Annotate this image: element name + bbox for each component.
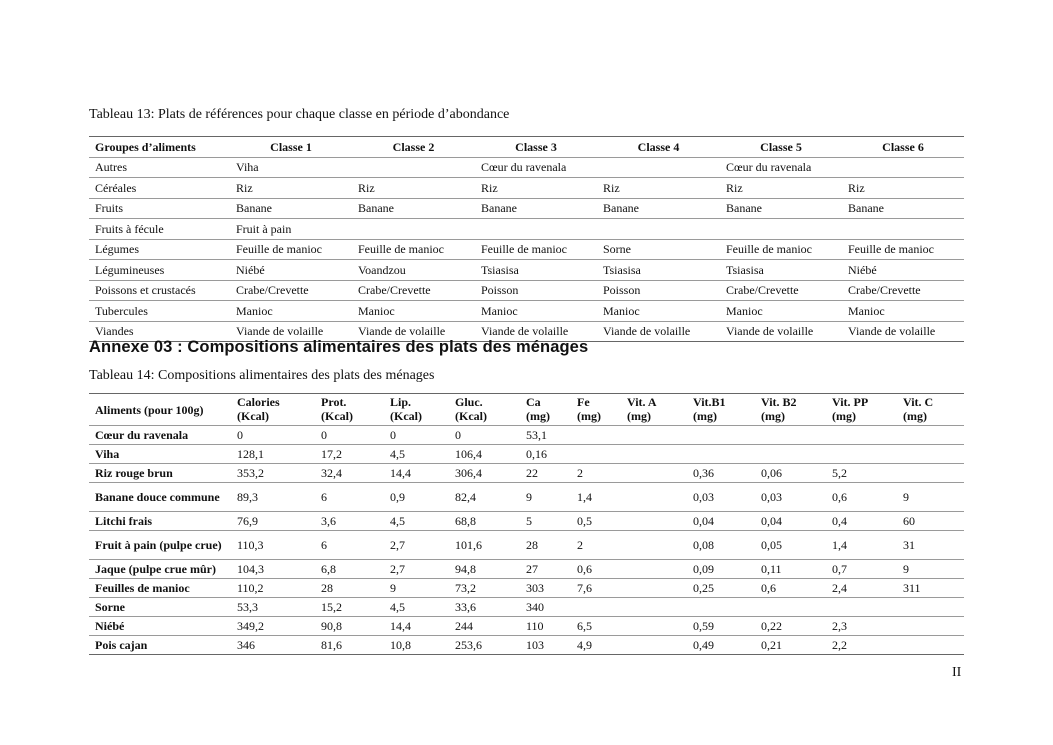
dish-cell — [842, 219, 964, 240]
food-group-cell: Fruits — [89, 198, 230, 219]
nutrient-value-cell: 110 — [520, 617, 571, 636]
dish-cell: Niébé — [230, 260, 352, 281]
nutrient-value-cell: 0,7 — [826, 560, 897, 579]
nutrient-value-cell: 10,8 — [384, 636, 449, 655]
nutrient-value-cell: 0,08 — [687, 531, 755, 560]
nutrient-value-cell: 14,4 — [384, 617, 449, 636]
nutrient-value-cell: 128,1 — [231, 445, 315, 464]
dish-cell: Feuille de manioc — [720, 239, 842, 260]
food-group-cell: Tubercules — [89, 301, 230, 322]
dish-cell: Viande de volaille — [842, 321, 964, 342]
nutrient-value-cell: 1,4 — [826, 531, 897, 560]
table13-caption: Tableau 13: Plats de références pour chaque classe en période d’abondance — [89, 107, 510, 122]
table13-column-header: Groupes d’aliments — [89, 137, 230, 158]
dish-cell: Viande de volaille — [230, 321, 352, 342]
food-name-cell: Viha — [89, 445, 231, 464]
nutrient-value-cell: 5 — [520, 512, 571, 531]
header-unit: (mg) — [693, 409, 717, 423]
dish-cell: Manioc — [597, 301, 720, 322]
header-unit: (mg) — [832, 409, 856, 423]
header-unit: (Kcal) — [321, 409, 353, 423]
nutrient-value-cell: 0,06 — [755, 464, 826, 483]
table-row — [89, 198, 964, 219]
dish-cell: Poisson — [597, 280, 720, 301]
nutrient-value-cell: 2 — [571, 531, 621, 560]
food-name-cell: Cœur du ravenala — [89, 426, 231, 445]
nutrient-value-cell: 90,8 — [315, 617, 384, 636]
table14-column-header — [571, 394, 621, 426]
nutrient-value-cell: 244 — [449, 617, 520, 636]
dish-cell: Banane — [842, 198, 964, 219]
dish-cell: Banane — [597, 198, 720, 219]
table-row — [89, 260, 964, 281]
dish-cell: Fruit à pain — [230, 219, 352, 240]
nutrient-value-cell: 253,6 — [449, 636, 520, 655]
header-unit: (mg) — [903, 409, 927, 423]
header-unit: (mg) — [761, 409, 785, 423]
nutrient-value-cell: 2 — [571, 464, 621, 483]
nutrient-value-cell: 2,2 — [826, 636, 897, 655]
table14-column-header — [826, 394, 897, 426]
nutrient-value-cell: 9 — [897, 560, 964, 579]
dish-cell: Manioc — [842, 301, 964, 322]
dish-cell: Feuille de manioc — [475, 239, 597, 260]
nutrient-value-cell: 110,2 — [231, 579, 315, 598]
nutrient-value-cell: 340 — [520, 598, 571, 617]
nutrient-value-cell — [687, 445, 755, 464]
nutrient-value-cell: 17,2 — [315, 445, 384, 464]
table-row — [89, 445, 964, 464]
annex-heading: Annexe 03 : Compositions alimentaires des plats des ménages — [89, 338, 589, 356]
header-unit: (Kcal) — [455, 409, 487, 423]
dish-cell: Riz — [230, 178, 352, 199]
nutrient-value-cell — [621, 445, 687, 464]
nutrient-value-cell: 9 — [520, 483, 571, 512]
nutrient-value-cell: 6 — [315, 531, 384, 560]
nutrient-value-cell — [897, 617, 964, 636]
dish-cell: Riz — [352, 178, 475, 199]
dish-cell: Manioc — [230, 301, 352, 322]
table14-column-header — [520, 394, 571, 426]
nutrient-value-cell: 0,05 — [755, 531, 826, 560]
header-label: Calories — [237, 395, 280, 409]
dish-cell: Tsiasisa — [597, 260, 720, 281]
table14-column-header — [755, 394, 826, 426]
table13-column-header: Classe 1 — [230, 137, 352, 158]
nutrient-value-cell: 0,6 — [826, 483, 897, 512]
dish-cell: Sorne — [597, 239, 720, 260]
table-row — [89, 560, 964, 579]
nutrient-value-cell: 0 — [315, 426, 384, 445]
nutrient-value-cell: 311 — [897, 579, 964, 598]
nutrient-value-cell — [897, 598, 964, 617]
food-name-cell: Riz rouge brun — [89, 464, 231, 483]
dish-cell: Riz — [842, 178, 964, 199]
nutrient-value-cell: 9 — [897, 483, 964, 512]
dish-cell — [352, 219, 475, 240]
dish-cell: Poisson — [475, 280, 597, 301]
nutrient-value-cell: 0,9 — [384, 483, 449, 512]
header-unit: (mg) — [526, 409, 550, 423]
nutrient-value-cell — [621, 598, 687, 617]
nutrient-value-cell: 6,8 — [315, 560, 384, 579]
nutrient-value-cell — [826, 426, 897, 445]
nutrient-value-cell: 14,4 — [384, 464, 449, 483]
nutrient-value-cell: 2,7 — [384, 531, 449, 560]
nutrient-value-cell — [621, 636, 687, 655]
nutrient-value-cell: 9 — [384, 579, 449, 598]
dish-cell — [475, 219, 597, 240]
header-label: Prot. — [321, 395, 347, 409]
table-row — [89, 157, 964, 178]
nutrient-value-cell — [621, 464, 687, 483]
header-label: Vit.B1 — [693, 395, 726, 409]
nutrient-value-cell: 4,9 — [571, 636, 621, 655]
dish-cell — [842, 157, 964, 178]
nutrient-value-cell — [826, 445, 897, 464]
nutrient-value-cell: 22 — [520, 464, 571, 483]
nutrient-value-cell: 94,8 — [449, 560, 520, 579]
header-label: Vit. PP — [832, 395, 869, 409]
dish-cell: Riz — [720, 178, 842, 199]
header-label: Vit. B2 — [761, 395, 797, 409]
nutrient-value-cell: 33,6 — [449, 598, 520, 617]
food-name-cell: Litchi frais — [89, 512, 231, 531]
nutrient-value-cell: 0 — [449, 426, 520, 445]
nutrient-value-cell: 0,03 — [687, 483, 755, 512]
dish-cell: Manioc — [352, 301, 475, 322]
food-group-cell: Fruits à fécule — [89, 219, 230, 240]
dish-cell: Tsiasisa — [720, 260, 842, 281]
food-group-cell: Légumineuses — [89, 260, 230, 281]
table-row — [89, 531, 964, 560]
nutrient-value-cell: 346 — [231, 636, 315, 655]
dish-cell: Feuille de manioc — [842, 239, 964, 260]
nutrient-value-cell — [897, 636, 964, 655]
food-group-cell: Autres — [89, 157, 230, 178]
nutrient-value-cell: 303 — [520, 579, 571, 598]
header-label: Ca — [526, 395, 541, 409]
food-name-cell: Fruit à pain (pulpe crue) — [89, 531, 231, 560]
table-row — [89, 301, 964, 322]
food-name-cell: Pois cajan — [89, 636, 231, 655]
table-row — [89, 598, 964, 617]
nutrient-value-cell: 0,04 — [687, 512, 755, 531]
nutrient-value-cell: 106,4 — [449, 445, 520, 464]
table-row — [89, 512, 964, 531]
table-row — [89, 280, 964, 301]
header-label: Vit. A — [627, 395, 657, 409]
nutrient-value-cell: 6,5 — [571, 617, 621, 636]
dish-cell: Viande de volaille — [352, 321, 475, 342]
dish-cell — [720, 219, 842, 240]
nutrient-value-cell: 0 — [384, 426, 449, 445]
nutrient-value-cell: 4,5 — [384, 598, 449, 617]
nutrient-value-cell: 2,4 — [826, 579, 897, 598]
table14-column-header — [897, 394, 964, 426]
table14-column-header — [449, 394, 520, 426]
nutrient-value-cell: 0,36 — [687, 464, 755, 483]
nutrient-value-cell — [621, 531, 687, 560]
nutrient-value-cell — [897, 445, 964, 464]
nutrient-value-cell — [621, 579, 687, 598]
table-row — [89, 579, 964, 598]
dish-cell — [352, 157, 475, 178]
table-row — [89, 483, 964, 512]
nutrient-value-cell — [621, 617, 687, 636]
header-unit: (mg) — [627, 409, 651, 423]
header-unit: (Kcal) — [390, 409, 422, 423]
nutrient-value-cell: 28 — [315, 579, 384, 598]
food-name-cell: Feuilles de manioc — [89, 579, 231, 598]
dish-cell: Viha — [230, 157, 352, 178]
dish-cell: Banane — [475, 198, 597, 219]
food-name-cell: Niébé — [89, 617, 231, 636]
nutrient-value-cell — [571, 426, 621, 445]
nutrient-value-cell: 15,2 — [315, 598, 384, 617]
food-group-cell: Céréales — [89, 178, 230, 199]
nutrient-value-cell: 0,4 — [826, 512, 897, 531]
nutrient-value-cell: 2,3 — [826, 617, 897, 636]
nutrient-value-cell: 353,2 — [231, 464, 315, 483]
nutrient-value-cell — [621, 512, 687, 531]
table-row — [89, 178, 964, 199]
nutrient-value-cell: 32,4 — [315, 464, 384, 483]
nutrient-value-cell: 103 — [520, 636, 571, 655]
food-group-cell: Légumes — [89, 239, 230, 260]
dish-cell: Tsiasisa — [475, 260, 597, 281]
nutrient-value-cell: 1,4 — [571, 483, 621, 512]
table-row — [89, 464, 964, 483]
nutrient-value-cell: 110,3 — [231, 531, 315, 560]
dish-cell: Banane — [720, 198, 842, 219]
nutrient-value-cell: 31 — [897, 531, 964, 560]
dish-cell: Crabe/Crevette — [352, 280, 475, 301]
table13-column-header: Classe 6 — [842, 137, 964, 158]
nutrient-value-cell: 349,2 — [231, 617, 315, 636]
food-name-cell: Banane douce commune — [89, 483, 231, 512]
nutrient-value-cell — [755, 598, 826, 617]
nutrient-value-cell: 0,09 — [687, 560, 755, 579]
nutrient-value-cell: 82,4 — [449, 483, 520, 512]
dish-cell: Riz — [475, 178, 597, 199]
nutrient-value-cell — [621, 483, 687, 512]
dish-cell: Viande de volaille — [475, 321, 597, 342]
nutrient-value-cell: 89,3 — [231, 483, 315, 512]
table14-column-header — [89, 394, 231, 426]
table14-column-header — [687, 394, 755, 426]
header-unit: (mg) — [577, 409, 601, 423]
dish-cell: Cœur du ravenala — [475, 157, 597, 178]
table14-column-header — [315, 394, 384, 426]
nutrient-value-cell: 0,25 — [687, 579, 755, 598]
dish-cell — [597, 219, 720, 240]
nutrient-value-cell — [826, 598, 897, 617]
nutrient-value-cell: 73,2 — [449, 579, 520, 598]
dish-cell: Manioc — [475, 301, 597, 322]
nutrient-value-cell: 0,16 — [520, 445, 571, 464]
dish-cell: Feuille de manioc — [230, 239, 352, 260]
nutrient-value-cell: 104,3 — [231, 560, 315, 579]
nutrient-value-cell: 81,6 — [315, 636, 384, 655]
nutrient-value-cell — [621, 426, 687, 445]
nutrient-value-cell: 0,49 — [687, 636, 755, 655]
table13-column-header: Classe 2 — [352, 137, 475, 158]
dish-cell: Banane — [352, 198, 475, 219]
dish-cell: Viande de volaille — [597, 321, 720, 342]
nutrient-value-cell: 27 — [520, 560, 571, 579]
nutrient-value-cell: 306,4 — [449, 464, 520, 483]
table14-column-header — [621, 394, 687, 426]
nutrient-value-cell: 0 — [231, 426, 315, 445]
nutrient-value-cell: 0,04 — [755, 512, 826, 531]
dish-cell: Voandzou — [352, 260, 475, 281]
nutrient-value-cell: 76,9 — [231, 512, 315, 531]
dish-cell: Crabe/Crevette — [720, 280, 842, 301]
nutrient-value-cell: 5,2 — [826, 464, 897, 483]
header-unit: (Kcal) — [237, 409, 269, 423]
nutrient-value-cell — [897, 464, 964, 483]
dish-cell: Manioc — [720, 301, 842, 322]
table14-caption: Tableau 14: Compositions alimentaires des plats des ménages — [89, 368, 435, 383]
nutrient-value-cell — [897, 426, 964, 445]
table13-column-header: Classe 5 — [720, 137, 842, 158]
nutrient-value-cell: 2,7 — [384, 560, 449, 579]
table-row — [89, 636, 964, 655]
dish-cell: Viande de volaille — [720, 321, 842, 342]
food-group-cell: Viandes — [89, 321, 230, 342]
nutrient-value-cell: 0,11 — [755, 560, 826, 579]
nutrient-value-cell: 0,21 — [755, 636, 826, 655]
nutrient-value-cell: 0,03 — [755, 483, 826, 512]
table13-header-row — [89, 137, 964, 158]
food-name-cell: Sorne — [89, 598, 231, 617]
nutrient-value-cell: 0,59 — [687, 617, 755, 636]
nutrient-value-cell: 7,6 — [571, 579, 621, 598]
table14-header-row — [89, 394, 964, 426]
header-label: Gluc. — [455, 395, 483, 409]
table14-column-header — [384, 394, 449, 426]
header-label: Fe — [577, 395, 590, 409]
food-composition-table — [89, 393, 964, 655]
dish-cell: Niébé — [842, 260, 964, 281]
nutrient-value-cell: 0,5 — [571, 512, 621, 531]
nutrient-value-cell — [687, 598, 755, 617]
nutrient-value-cell: 101,6 — [449, 531, 520, 560]
nutrient-value-cell: 28 — [520, 531, 571, 560]
dish-cell: Banane — [230, 198, 352, 219]
food-group-cell: Poissons et crustacés — [89, 280, 230, 301]
nutrient-value-cell: 0,6 — [571, 560, 621, 579]
nutrient-value-cell: 3,6 — [315, 512, 384, 531]
nutrient-value-cell — [755, 426, 826, 445]
dish-cell: Riz — [597, 178, 720, 199]
nutrient-value-cell: 6 — [315, 483, 384, 512]
nutrient-value-cell: 0,22 — [755, 617, 826, 636]
table-row — [89, 239, 964, 260]
nutrient-value-cell: 60 — [897, 512, 964, 531]
table13-column-header: Classe 3 — [475, 137, 597, 158]
dish-cell — [597, 157, 720, 178]
nutrient-value-cell: 4,5 — [384, 512, 449, 531]
nutrient-value-cell: 68,8 — [449, 512, 520, 531]
nutrient-value-cell — [571, 598, 621, 617]
nutrient-value-cell — [755, 445, 826, 464]
food-name-cell: Jaque (pulpe crue mûr) — [89, 560, 231, 579]
dish-cell: Crabe/Crevette — [230, 280, 352, 301]
table-row — [89, 219, 964, 240]
header-label: Lip. — [390, 395, 412, 409]
table13-column-header: Classe 4 — [597, 137, 720, 158]
table-row — [89, 426, 964, 445]
table-row — [89, 617, 964, 636]
nutrient-value-cell — [571, 445, 621, 464]
header-label: Aliments (pour 100g) — [95, 403, 204, 417]
nutrient-value-cell: 4,5 — [384, 445, 449, 464]
dish-cell: Feuille de manioc — [352, 239, 475, 260]
nutrient-value-cell — [621, 560, 687, 579]
reference-dishes-table — [89, 136, 964, 342]
nutrient-value-cell: 53,3 — [231, 598, 315, 617]
nutrient-value-cell — [687, 426, 755, 445]
dish-cell: Cœur du ravenala — [720, 157, 842, 178]
nutrient-value-cell: 0,6 — [755, 579, 826, 598]
page-number: II — [952, 665, 962, 680]
table14-column-header — [231, 394, 315, 426]
nutrient-value-cell: 53,1 — [520, 426, 571, 445]
dish-cell: Crabe/Crevette — [842, 280, 964, 301]
header-label: Vit. C — [903, 395, 934, 409]
